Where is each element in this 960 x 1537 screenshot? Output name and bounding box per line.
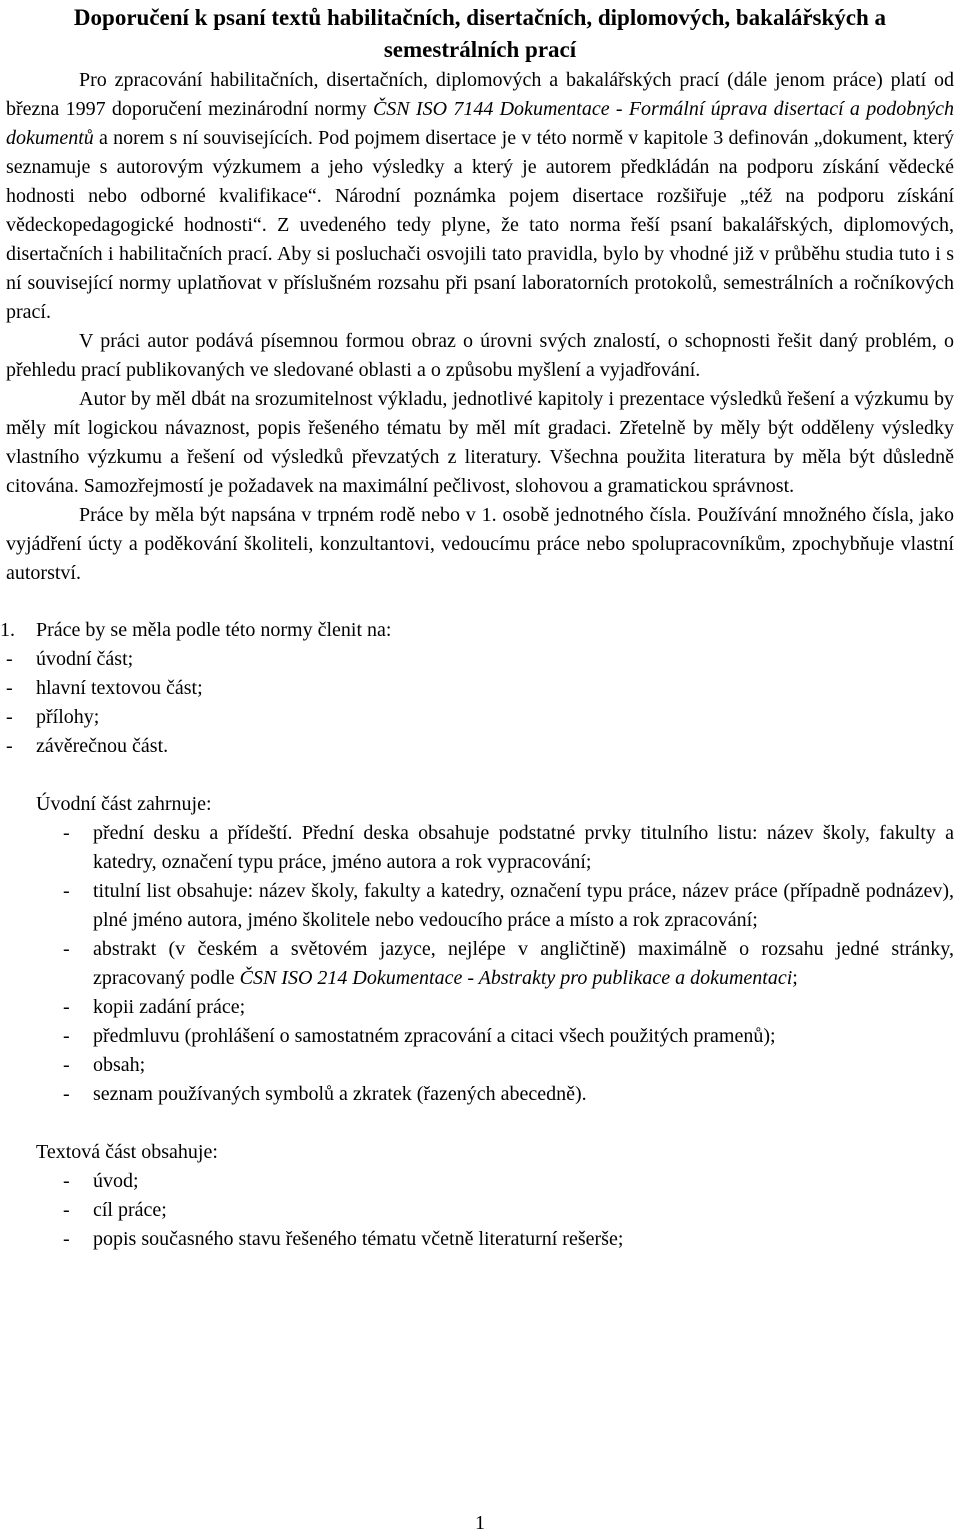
uvodni-cast-heading: Úvodní část zahrnuje: bbox=[36, 793, 212, 815]
dash-bullet: - bbox=[6, 706, 13, 728]
paragraph-clarity: Autor by měl dbát na srozumitelnost výkladu, jednotlivé kapitoly i prezentace výsledků řešení a výzkumu by měly mít logickou návaznost, popis řešeného tématu by měl mít gradaci. Zřetelně by měly být odděleny výsledky vlastního výzkumu a řešení od výsledků převzatých z literatury. Všechna použita literatura by měla být důsledně citována. Samozřejmostí je požadavek na maximální pečlivost, slohovou a gramatickou správnost. bbox=[6, 388, 954, 497]
paragraph-passive-voice: Práce by měla být napsána v trpném rodě nebo v 1. osobě jednotného čísla. Používání množného čísla, jako vyjádření úcty a poděkování školiteli, konzultantovi, vedoucímu práce nebo spolupracovníkům, zpochybňuje vlastní autorství. bbox=[6, 504, 954, 584]
uvodni-cast-section bbox=[6, 790, 954, 1109]
numbered-section-1 bbox=[0, 616, 954, 761]
dash-bullet: - bbox=[63, 1083, 70, 1105]
list-item: - přední desku a přídeští. Přední deska obsahuje podstatné prvky titulního listu: název školy, fakulty a katedry, označení typu práce, jméno autora a rok vypracování; bbox=[36, 819, 954, 877]
intro-text-a: Pro zpracování habilitačních, disertačních, diplomových a bakalářských prací (dále jenom práce) platí od března 1997 doporučení mezinárodní normy bbox=[6, 69, 954, 120]
dash-bullet: - bbox=[63, 938, 70, 960]
dash-bullet: - bbox=[63, 996, 70, 1018]
list-item: - úvod; bbox=[36, 1167, 954, 1196]
structure-parts-list bbox=[6, 645, 954, 761]
textova-cast-section bbox=[6, 1138, 954, 1254]
list-item: - popis současného stavu řešeného tématu včetně literaturní rešerše; bbox=[36, 1225, 954, 1254]
dash-bullet: - bbox=[63, 822, 70, 844]
dash-bullet: - bbox=[6, 735, 13, 757]
uvodni-cast-list bbox=[6, 819, 954, 1109]
page-number: 1 bbox=[475, 1512, 485, 1534]
textova-cast-heading: Textová část obsahuje: bbox=[36, 1141, 218, 1163]
list-item: - úvodní část; bbox=[6, 645, 954, 674]
dash-bullet: - bbox=[63, 1025, 70, 1047]
list-item: - abstrakt (v českém a světovém jazyce, nejlépe v angličtině) maximálně o rozsahu jedné stránky, zpracovaný podle ČSN ISO 214 Dokumentace - Abstrakty pro publikace a dokumentaci; bbox=[36, 935, 954, 993]
list-number: 1. bbox=[0, 619, 15, 641]
dash-bullet: - bbox=[63, 1170, 70, 1192]
dash-bullet: - bbox=[63, 880, 70, 902]
list-item: - závěrečnou část. bbox=[6, 732, 954, 761]
intro-paragraph bbox=[6, 66, 954, 327]
dash-bullet: - bbox=[6, 648, 13, 670]
dash-bullet: - bbox=[63, 1228, 70, 1250]
numbered-item-heading bbox=[0, 616, 954, 645]
list-item: - titulní list obsahuje: název školy, fakulty a katedry, označení typu práce, název práce (případně podnázev), plné jméno autora, jméno školitele nebo vedoucího práce a místo a rok zpracování; bbox=[36, 877, 954, 935]
list1-heading: Práce by se měla podle této normy členit na: bbox=[36, 619, 392, 641]
dash-bullet: - bbox=[6, 677, 13, 699]
intro-text-c: a norem s ní souvisejících. Pod pojmem disertace je v této normě v kapitole 3 definován „dokument, který seznamuje s autorovým výzkumem a jeho výsledky a který je autorem předkládán na podporu získání vědecké hodnosti nebo odborné kvalifikace“. Národní poznámka pojem disertace rozšiřuje „též na podporu získání vědeckopedagogické hodnosti“. Z uvedeného tedy plyne, že tato norma řeší psaní bakalářských, diplomových, disertačních i habilitačních prací. Aby si posluchači osvojili tato pravidla, bylo by vhodné již v průběhu studia tuto i s ní související normy uplatňovat v příslušném rozsahu při psaní laboratorních protokolů, semestrálních a ročníkových prací. bbox=[6, 127, 954, 323]
document-title: Doporučení k psaní textů habilitačních, disertačních, diplomových, bakalářských a semestrálních prací bbox=[73, 5, 887, 62]
list-item: - kopii zadání práce; bbox=[36, 993, 954, 1022]
list-item: - seznam používaných symbolů a zkratek (řazených abecedně). bbox=[36, 1080, 954, 1109]
list-item: - předmluvu (prohlášení o samostatném zpracování a citaci všech použitých pramenů); bbox=[36, 1022, 954, 1051]
textova-cast-list bbox=[6, 1167, 954, 1254]
list-item: - přílohy; bbox=[6, 703, 954, 732]
list-item: - hlavní textovou část; bbox=[6, 674, 954, 703]
dash-bullet: - bbox=[63, 1054, 70, 1076]
dash-bullet: - bbox=[63, 1199, 70, 1221]
list-item: - cíl práce; bbox=[36, 1196, 954, 1225]
paragraph-author-shows: V práci autor podává písemnou formou obraz o úrovni svých znalostí, o schopnosti řešit daný problém, o přehledu prací publikovaných ve sledované oblasti a o způsobu myšlení a vyjadřování. bbox=[6, 330, 954, 381]
list-item: - obsah; bbox=[36, 1051, 954, 1080]
norm-reference-7144: ČSN ISO 7144 Dokumentace - Formální úprava disertací a podobných dokumentů bbox=[6, 98, 954, 149]
norm-reference-214: ČSN ISO 214 Dokumentace - Abstrakty pro publikace a dokumentaci bbox=[239, 967, 793, 989]
